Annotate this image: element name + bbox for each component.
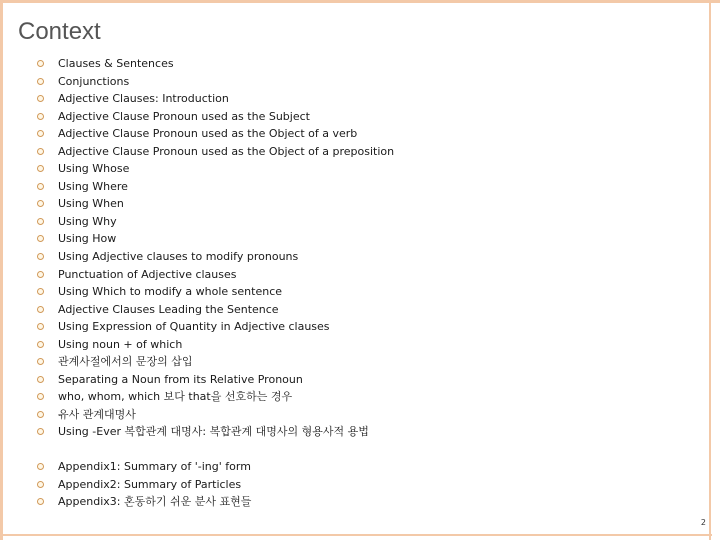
list-item	[37, 371, 697, 389]
list-item-text: Using -Ever 복합관계 대명사: 복합관계 대명사의 형용사적 용법	[58, 425, 369, 439]
bullet-icon	[37, 498, 44, 505]
list-item	[37, 230, 697, 248]
bullet-icon	[37, 463, 44, 470]
list-item	[37, 388, 697, 406]
bullet-icon	[37, 253, 44, 260]
list-item-text: Adjective Clause Pronoun used as the Subject	[58, 109, 310, 123]
context-list	[37, 55, 697, 441]
list-item	[37, 55, 697, 73]
bullet-icon	[37, 183, 44, 190]
bullet-icon	[37, 358, 44, 365]
bullet-icon	[37, 60, 44, 67]
list-item-text: Using Where	[58, 179, 128, 193]
bullet-icon	[37, 481, 44, 488]
bullet-icon	[37, 323, 44, 330]
bullet-icon	[37, 428, 44, 435]
list-item	[37, 476, 697, 494]
bullet-icon	[37, 271, 44, 278]
list-item	[37, 90, 697, 108]
list-item	[37, 318, 697, 336]
list-item	[37, 160, 697, 178]
list-item-text: Using Adjective clauses to modify pronouns	[58, 250, 299, 264]
frame-left-border	[0, 0, 3, 540]
list-item-text: Using Which to modify a whole sentence	[58, 285, 283, 299]
bullet-icon	[37, 376, 44, 383]
page-number: 2	[700, 518, 706, 527]
list-item	[37, 108, 697, 126]
list-item-text: Using Whose	[58, 162, 130, 176]
bullet-icon	[37, 306, 44, 313]
bullet-icon	[37, 113, 44, 120]
list-item	[37, 423, 697, 441]
frame-right-border	[709, 0, 711, 540]
list-item-text: Clauses & Sentences	[58, 57, 174, 70]
appendix-list	[37, 458, 697, 511]
bullet-icon	[37, 148, 44, 155]
list-item-text: Punctuation of Adjective clauses	[58, 267, 237, 281]
bullet-icon	[37, 130, 44, 137]
list-item	[37, 213, 697, 231]
bullet-icon	[37, 288, 44, 295]
bullet-icon	[37, 341, 44, 348]
bullet-icon	[37, 200, 44, 207]
list-item-text: Adjective Clause Pronoun used as the Object of a preposition	[58, 144, 395, 158]
list-item-text: Adjective Clauses Leading the Sentence	[58, 302, 279, 316]
bullet-icon	[37, 165, 44, 172]
list-item-text: Adjective Clause Pronoun used as the Object of a verb	[58, 127, 358, 141]
list-item-text: Separating a Noun from its Relative Pronoun	[58, 372, 303, 386]
list-item-text: 유사 관계대명사	[58, 407, 136, 421]
list-item	[37, 353, 697, 371]
list-item-text: Using noun + of which	[58, 337, 183, 351]
list-item	[37, 195, 697, 213]
list-item-text: Using When	[58, 197, 124, 211]
list-item-text: Appendix2: Summary of Particles	[58, 477, 242, 491]
list-item-text: Using Why	[58, 214, 117, 228]
frame-top-border	[0, 0, 720, 3]
list-item	[37, 73, 697, 91]
list-item	[37, 143, 697, 161]
frame-bottom-border	[0, 534, 712, 536]
bullet-icon	[37, 218, 44, 225]
list-item	[37, 301, 697, 319]
list-item	[37, 336, 697, 354]
list-item-text: Adjective Clauses: Introduction	[58, 92, 229, 106]
list-item	[37, 266, 697, 284]
bullet-icon	[37, 235, 44, 242]
list-item-text: 관계사절에서의 문장의 삽입	[58, 355, 193, 369]
list-item-text: who, whom, which 보다 that을 선호하는 경우	[58, 390, 293, 404]
list-item	[37, 125, 697, 143]
list-item	[37, 458, 697, 476]
list-item	[37, 248, 697, 266]
bullet-icon	[37, 95, 44, 102]
slide-title: Context	[18, 18, 101, 45]
list-item-text: Conjunctions	[58, 74, 130, 88]
list-item	[37, 283, 697, 301]
bullet-icon	[37, 78, 44, 85]
list-item	[37, 178, 697, 196]
list-item-text: Using Expression of Quantity in Adjective clauses	[58, 320, 330, 334]
list-item-text: Appendix1: Summary of '-ing' form	[58, 460, 251, 473]
bullet-icon	[37, 393, 44, 400]
list-item	[37, 493, 697, 511]
list-item	[37, 406, 697, 424]
list-item-text: Appendix3: 혼동하기 쉬운 분사 표현들	[58, 495, 252, 509]
bullet-icon	[37, 411, 44, 418]
list-item-text: Using How	[58, 232, 117, 246]
